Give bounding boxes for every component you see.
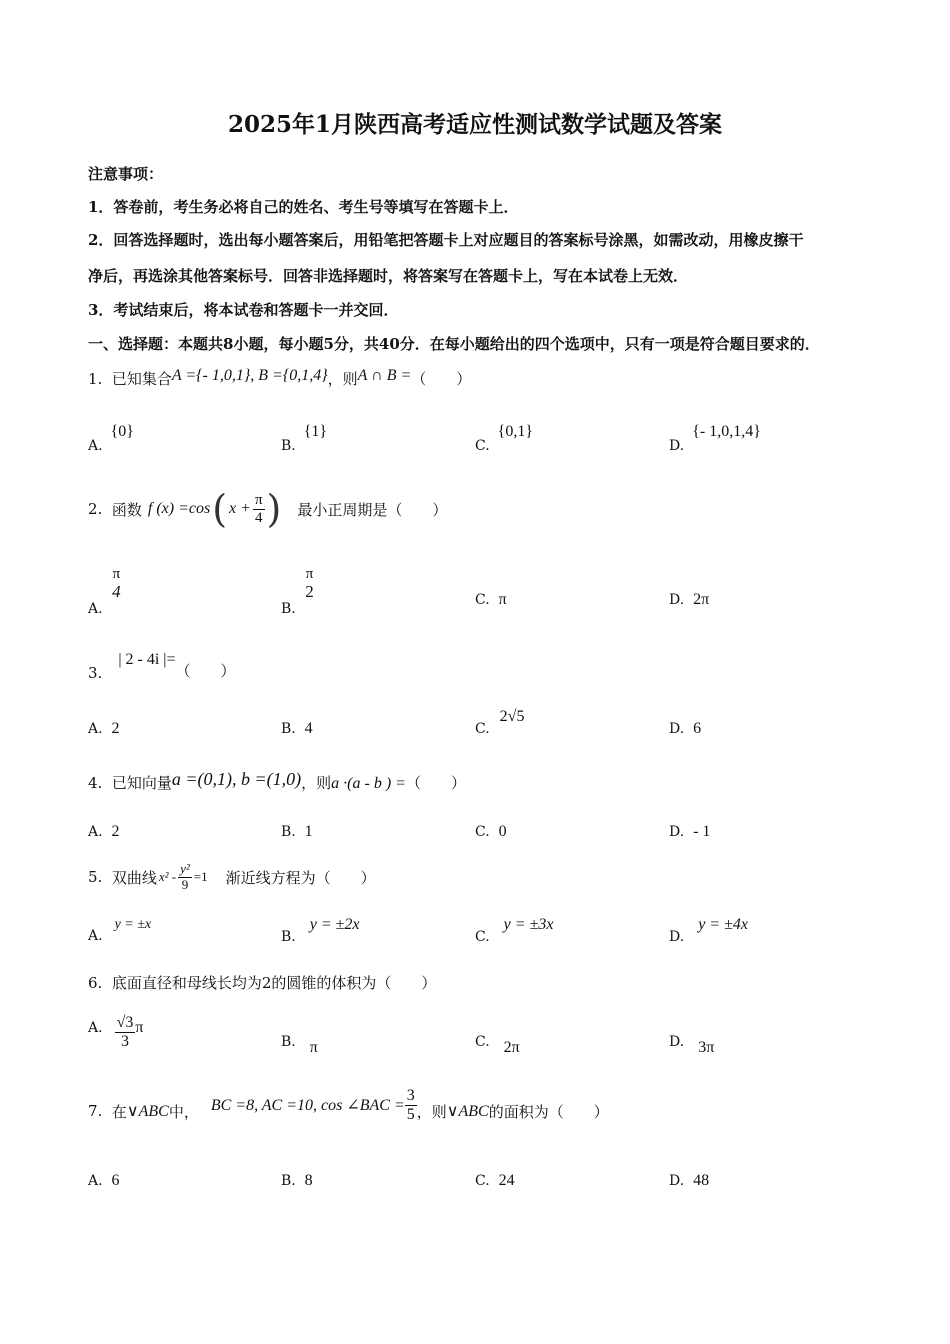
q6-option-b: B. π bbox=[281, 1034, 318, 1056]
question-3: 3.| 2 - 4i |=（ ） bbox=[88, 651, 236, 682]
notice-item-2: 2．回答选择题时，选出每小题答案后，用铅笔把答题卡上对应题目的答案标号涂黑，如需改动，用橡皮擦干 bbox=[88, 231, 804, 249]
question-5: 5. 双曲线 x² - $\frac{\text{y²}}{9}$ =1 渐近线方程为（ ） bbox=[88, 861, 376, 892]
q7-option-b: B. 8 bbox=[281, 1172, 313, 1189]
q3-option-b: B. 4 bbox=[281, 720, 313, 737]
notice-item-2-cont: 净后，再选涂其他答案标号．回答非选择题时，将答案写在答题卡上，写在本试卷上无效． bbox=[88, 267, 689, 285]
q2-option-d: D. 2π bbox=[669, 591, 710, 608]
q1-option-d: D.{- 1,0,1,4} bbox=[669, 423, 761, 454]
q4-option-b: B. 1 bbox=[281, 823, 313, 840]
q2-option-b: B. π 2 bbox=[281, 566, 314, 617]
q4-option-c: C. 0 bbox=[475, 823, 507, 840]
q5-option-c: C.y = ±3x bbox=[475, 916, 554, 945]
q1-option-a: A.{0} bbox=[88, 423, 134, 454]
question-4: 4. 已知向量a =(0,1), b =(1,0)，则a ·(a - b ) =（ ） bbox=[88, 769, 466, 792]
section-heading: 一、选择题：本题共8小题，每小题5分，共40分．在每小题给出的四个选项中，只有一项是符合题目要求的． bbox=[88, 335, 820, 353]
notice-item-3: 3．考试结束后，将本试卷和答题卡一并交回． bbox=[88, 301, 399, 319]
q5-option-a: A.y = ±x bbox=[88, 917, 152, 944]
q2-option-a: A. π 4 bbox=[88, 566, 121, 617]
question-1: 1. 已知集合A ={- 1,0,1}, B ={0,1,4}，则A ∩ B =（ ） bbox=[88, 367, 472, 388]
page-title: 2025年1月陕西高考适应性测试数学试题及答案 bbox=[227, 111, 723, 138]
q2-option-c: C. π bbox=[475, 591, 507, 608]
notice-heading: 注意事项： bbox=[88, 165, 164, 183]
q1-option-b: B.{1} bbox=[281, 423, 328, 454]
question-7: 7. 在 ∨ABC 中， BC =8, AC =10, cos ∠BAC = $\frac{3}{5}$ ，则 ∨ABC 的面积为（ ） bbox=[88, 1086, 609, 1123]
q7-option-d: D. 48 bbox=[669, 1172, 710, 1189]
q7-option-c: C. 24 bbox=[475, 1172, 515, 1189]
q4-option-a: A. 2 bbox=[88, 823, 120, 840]
q6-option-d: D. 3π bbox=[669, 1034, 715, 1056]
q3-option-c: C.2√5 bbox=[475, 708, 525, 737]
q5-option-d: D.y = ±4x bbox=[669, 916, 748, 945]
q3-option-d: D. 6 bbox=[669, 720, 702, 737]
q5-option-b: B.y = ±2x bbox=[281, 916, 360, 945]
q7-option-a: A. 6 bbox=[88, 1172, 120, 1189]
question-2: 2. 函数 f (x) =cos ( x + $\frac{\pi}{4}$ ) 最小正周期是（ ） bbox=[88, 487, 448, 531]
question-6: 6. 底面直径和母线长均为2的圆锥的体积为（ ） bbox=[88, 974, 437, 992]
q6-option-a: A. $\frac{√3}{3}$ π bbox=[88, 1013, 144, 1050]
q1-option-c: C.{0,1} bbox=[475, 423, 534, 454]
q6-option-c: C. 2π bbox=[475, 1034, 520, 1056]
q3-option-a: A. 2 bbox=[88, 720, 120, 737]
q4-option-d: D. - 1 bbox=[669, 823, 711, 840]
notice-item-1: 1．答卷前，考生务必将自己的姓名、考生号等填写在答题卡上． bbox=[88, 198, 519, 216]
